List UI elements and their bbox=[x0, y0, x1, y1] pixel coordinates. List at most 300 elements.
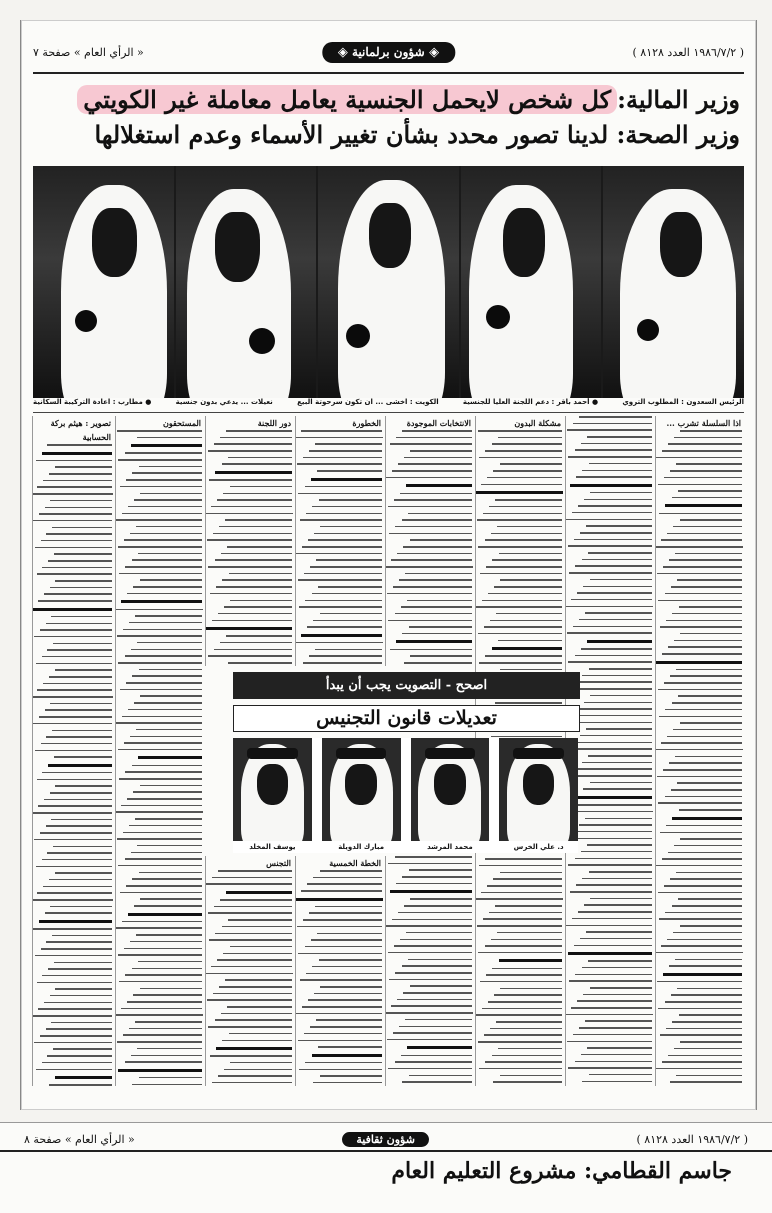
text-line bbox=[488, 1001, 562, 1003]
text-line bbox=[315, 443, 382, 445]
text-line bbox=[500, 872, 562, 874]
text-line bbox=[300, 979, 382, 981]
banner-voting: اصحح - التصويت يجب أن يبدأ bbox=[233, 672, 580, 699]
text-line bbox=[579, 619, 652, 621]
text-line bbox=[125, 771, 202, 773]
text-line bbox=[589, 668, 652, 670]
text-line bbox=[405, 1019, 472, 1021]
text-line bbox=[585, 818, 652, 820]
text-line bbox=[125, 452, 202, 454]
text-line bbox=[568, 748, 652, 750]
text-line bbox=[50, 500, 112, 502]
text-line bbox=[317, 470, 382, 472]
text-line bbox=[479, 457, 562, 459]
text-line bbox=[140, 785, 202, 787]
text-line bbox=[38, 1008, 112, 1010]
text-line bbox=[670, 470, 742, 472]
text-line bbox=[658, 689, 742, 691]
text-line bbox=[220, 642, 292, 644]
text-line bbox=[316, 559, 382, 561]
text-line bbox=[125, 655, 202, 657]
text-line bbox=[121, 1008, 202, 1010]
text-line bbox=[304, 1033, 382, 1035]
text-line bbox=[668, 1055, 742, 1057]
text-line bbox=[210, 593, 292, 595]
text-line bbox=[43, 886, 112, 888]
text-line bbox=[661, 539, 742, 541]
text-line bbox=[39, 920, 112, 923]
text-line bbox=[402, 430, 472, 432]
text-line bbox=[659, 716, 742, 718]
text-line bbox=[304, 573, 382, 575]
text-line bbox=[215, 1019, 292, 1021]
text-line bbox=[123, 1034, 202, 1036]
text-line bbox=[121, 805, 202, 807]
text-line bbox=[657, 573, 742, 575]
text-line bbox=[675, 553, 742, 555]
text-line bbox=[583, 994, 652, 996]
text-line bbox=[36, 460, 112, 462]
text-line bbox=[566, 925, 652, 927]
text-line bbox=[54, 962, 112, 964]
text-line bbox=[137, 845, 202, 847]
text-line bbox=[500, 1075, 562, 1077]
text-line bbox=[303, 919, 382, 921]
text-line bbox=[229, 1033, 292, 1035]
text-line bbox=[298, 953, 382, 955]
text-line bbox=[42, 772, 112, 774]
text-line bbox=[220, 437, 292, 439]
text-line bbox=[499, 959, 562, 962]
text-line bbox=[36, 866, 112, 868]
text-line bbox=[138, 961, 202, 963]
text-line bbox=[476, 1014, 562, 1016]
text-line bbox=[391, 1005, 472, 1007]
text-line bbox=[226, 635, 292, 637]
column-3: مشكلة البدون bbox=[475, 416, 564, 1086]
text-line bbox=[123, 832, 202, 834]
text-line bbox=[319, 499, 382, 501]
text-line bbox=[671, 994, 742, 996]
text-line bbox=[581, 648, 652, 650]
text-line bbox=[54, 553, 112, 555]
text-line bbox=[132, 765, 202, 767]
text-line bbox=[403, 546, 472, 548]
text-line bbox=[118, 459, 202, 461]
text-line bbox=[481, 892, 562, 894]
text-line bbox=[132, 675, 202, 677]
text-line bbox=[578, 911, 652, 913]
text-line bbox=[589, 871, 652, 873]
text-line bbox=[498, 1048, 562, 1050]
text-line bbox=[215, 471, 292, 474]
text-line bbox=[576, 476, 652, 478]
text-line bbox=[128, 506, 202, 508]
text-line bbox=[498, 437, 562, 439]
text-line bbox=[675, 756, 742, 758]
section-badge: شؤون ثقافية bbox=[342, 1132, 429, 1147]
text-line bbox=[39, 513, 112, 515]
text-line bbox=[33, 723, 112, 725]
text-line bbox=[50, 703, 112, 705]
text-line bbox=[395, 526, 472, 528]
text-line bbox=[410, 450, 472, 452]
photo-captions bbox=[33, 398, 744, 413]
photo-caption: الكويت : اخشى ... ان تكون سرحوتة البيع bbox=[297, 398, 439, 406]
text-line bbox=[126, 682, 202, 684]
text-line bbox=[313, 1082, 382, 1084]
text-line bbox=[312, 966, 382, 968]
text-line bbox=[301, 634, 382, 637]
text-line bbox=[50, 792, 112, 794]
text-line bbox=[673, 729, 742, 731]
text-line bbox=[37, 892, 112, 894]
text-line bbox=[208, 450, 292, 452]
text-line bbox=[41, 743, 112, 745]
paper-page: « الرأي العام » صفحة ٧ bbox=[33, 45, 144, 59]
text-line bbox=[306, 513, 382, 515]
text-line bbox=[570, 688, 652, 690]
text-line bbox=[132, 472, 202, 474]
text-line bbox=[656, 457, 742, 459]
text-line bbox=[133, 586, 202, 588]
text-line bbox=[122, 716, 202, 718]
text-line bbox=[669, 965, 742, 967]
text-line bbox=[491, 736, 562, 738]
text-line bbox=[478, 1041, 562, 1043]
text-line bbox=[658, 1008, 742, 1010]
portrait-photo bbox=[322, 738, 401, 841]
text-line bbox=[579, 824, 652, 826]
text-line bbox=[567, 838, 652, 840]
text-line bbox=[495, 702, 562, 704]
text-line bbox=[311, 939, 382, 941]
text-line bbox=[131, 852, 202, 854]
portrait-photo bbox=[233, 738, 312, 841]
text-line bbox=[42, 859, 112, 861]
text-line bbox=[568, 545, 652, 547]
text-line bbox=[587, 436, 652, 438]
text-line bbox=[584, 904, 652, 906]
text-line bbox=[311, 478, 382, 481]
text-line bbox=[680, 925, 742, 927]
photo bbox=[461, 166, 602, 398]
text-line bbox=[496, 1021, 562, 1023]
text-line bbox=[309, 450, 382, 452]
text-line bbox=[579, 1027, 652, 1029]
text-line bbox=[571, 804, 652, 806]
text-line bbox=[674, 640, 742, 642]
text-line bbox=[492, 443, 562, 445]
text-line bbox=[119, 573, 202, 575]
portrait: مبارك الدويلة bbox=[322, 738, 401, 853]
text-line bbox=[495, 499, 562, 501]
text-line bbox=[662, 1061, 742, 1063]
text-line bbox=[315, 649, 382, 651]
text-line bbox=[665, 504, 742, 507]
text-line bbox=[667, 939, 742, 941]
text-line bbox=[300, 519, 382, 521]
text-line bbox=[215, 933, 292, 935]
text-line bbox=[47, 444, 112, 446]
text-line bbox=[577, 1000, 652, 1002]
text-line bbox=[590, 898, 652, 900]
text-line bbox=[566, 519, 652, 521]
text-line bbox=[486, 566, 562, 568]
text-line bbox=[677, 782, 742, 784]
text-line bbox=[656, 952, 743, 954]
text-line bbox=[477, 519, 562, 521]
text-line bbox=[49, 879, 112, 881]
text-line bbox=[489, 506, 562, 508]
text-line bbox=[590, 695, 652, 697]
text-line bbox=[394, 945, 472, 947]
text-line bbox=[575, 565, 652, 567]
text-line bbox=[590, 492, 652, 494]
text-line bbox=[55, 580, 112, 582]
text-line bbox=[117, 635, 202, 637]
text-line bbox=[123, 629, 202, 631]
text-line bbox=[214, 906, 292, 908]
text-line bbox=[397, 553, 472, 555]
text-line bbox=[497, 526, 562, 528]
text-line bbox=[116, 811, 203, 813]
photo bbox=[33, 166, 174, 398]
text-line bbox=[569, 980, 652, 982]
text-line bbox=[675, 959, 742, 961]
text-line bbox=[305, 600, 382, 602]
text-line bbox=[573, 423, 652, 425]
text-line bbox=[46, 941, 112, 943]
text-line bbox=[310, 566, 382, 568]
text-line bbox=[577, 796, 652, 799]
text-line bbox=[485, 539, 562, 541]
text-line bbox=[590, 579, 652, 581]
text-line bbox=[404, 457, 472, 459]
text-line bbox=[212, 620, 292, 622]
text-line bbox=[392, 470, 472, 472]
text-line bbox=[120, 892, 202, 894]
text-line bbox=[390, 890, 472, 893]
text-line bbox=[576, 681, 652, 683]
text-line bbox=[588, 960, 652, 962]
text-line bbox=[138, 756, 202, 759]
text-line bbox=[492, 647, 562, 650]
text-line bbox=[308, 539, 382, 541]
text-line bbox=[676, 872, 742, 874]
text-line bbox=[52, 527, 112, 529]
text-line bbox=[678, 695, 742, 697]
text-line bbox=[479, 662, 562, 664]
text-line bbox=[116, 722, 202, 724]
highlighted-headline: كل شخص لايحمل الجنسية يعامل معاملة غير الكويتي bbox=[77, 85, 617, 114]
text-line bbox=[313, 620, 382, 622]
text-line bbox=[37, 573, 112, 575]
text-line bbox=[230, 600, 292, 602]
text-line bbox=[116, 519, 202, 521]
text-line bbox=[222, 926, 292, 928]
text-line bbox=[42, 975, 112, 977]
text-line bbox=[658, 484, 742, 486]
text-line bbox=[578, 708, 652, 710]
text-line bbox=[50, 995, 112, 997]
text-line bbox=[36, 663, 112, 665]
text-line bbox=[317, 933, 382, 935]
text-line bbox=[41, 540, 112, 542]
text-line bbox=[407, 600, 472, 602]
text-line bbox=[485, 1061, 562, 1063]
text-line bbox=[663, 566, 742, 568]
text-line bbox=[483, 513, 562, 515]
text-line bbox=[575, 1061, 652, 1063]
text-line bbox=[678, 898, 742, 900]
text-line bbox=[136, 526, 202, 528]
next-page-header bbox=[0, 1128, 772, 1152]
text-line bbox=[39, 716, 112, 718]
text-line bbox=[487, 477, 562, 479]
text-line bbox=[674, 437, 742, 439]
text-line bbox=[668, 646, 742, 648]
text-line bbox=[139, 669, 202, 671]
text-line bbox=[42, 567, 112, 569]
text-line bbox=[588, 552, 652, 554]
text-line bbox=[575, 449, 652, 451]
text-line bbox=[489, 912, 562, 914]
text-line bbox=[389, 533, 472, 535]
text-line bbox=[222, 1040, 292, 1042]
text-line bbox=[485, 450, 562, 452]
text-line bbox=[138, 553, 202, 555]
text-line bbox=[672, 1021, 742, 1023]
text-line bbox=[408, 513, 472, 515]
text-line bbox=[387, 593, 472, 595]
text-line bbox=[567, 1041, 652, 1043]
text-line bbox=[209, 939, 292, 941]
text-line bbox=[584, 702, 652, 704]
text-line bbox=[217, 499, 292, 501]
text-line bbox=[216, 1047, 292, 1050]
text-line bbox=[55, 466, 113, 468]
text-line bbox=[393, 586, 472, 588]
portrait: محمد المرشد bbox=[411, 738, 490, 853]
text-line bbox=[656, 865, 742, 867]
text-line bbox=[35, 955, 112, 957]
text-line bbox=[500, 988, 562, 990]
text-line bbox=[216, 586, 292, 588]
text-line bbox=[500, 463, 562, 465]
text-line bbox=[567, 632, 652, 634]
text-line bbox=[228, 662, 292, 664]
text-line bbox=[570, 484, 652, 487]
text-line bbox=[221, 553, 292, 555]
text-line bbox=[582, 762, 652, 764]
text-line bbox=[406, 484, 472, 487]
text-line bbox=[476, 491, 563, 494]
text-line bbox=[583, 788, 652, 790]
text-line bbox=[671, 586, 742, 588]
text-line bbox=[494, 994, 562, 996]
column-8: تصوير : هيثم بركة الحسابية bbox=[32, 416, 114, 1086]
text-line bbox=[577, 592, 652, 594]
text-line bbox=[314, 533, 382, 535]
emblem-icon: ◈ bbox=[424, 44, 440, 60]
text-line bbox=[388, 506, 472, 508]
text-line bbox=[676, 669, 742, 671]
text-line bbox=[125, 974, 202, 976]
text-line bbox=[410, 985, 472, 987]
text-line bbox=[44, 593, 112, 595]
photo-caption: الرئيس السعدون : المطلوب التروي bbox=[622, 398, 744, 406]
text-line bbox=[40, 629, 112, 631]
text-line bbox=[676, 463, 742, 465]
text-line bbox=[229, 573, 292, 575]
text-line bbox=[664, 477, 742, 479]
text-line bbox=[585, 612, 652, 614]
text-line bbox=[571, 599, 652, 601]
text-line bbox=[124, 948, 202, 950]
text-line bbox=[574, 539, 652, 541]
text-line bbox=[587, 844, 652, 846]
text-line bbox=[680, 633, 742, 635]
text-line bbox=[404, 662, 472, 664]
text-line bbox=[478, 633, 562, 635]
text-line bbox=[137, 437, 202, 439]
text-line bbox=[673, 932, 742, 934]
text-line bbox=[493, 1081, 562, 1083]
text-line bbox=[52, 935, 112, 937]
text-line bbox=[656, 546, 743, 548]
text-line bbox=[35, 547, 112, 549]
text-line bbox=[206, 883, 292, 885]
text-line bbox=[492, 1055, 562, 1057]
text-line bbox=[575, 858, 652, 860]
text-line bbox=[480, 981, 562, 983]
text-line bbox=[670, 1081, 742, 1083]
text-line bbox=[46, 736, 112, 738]
text-line bbox=[133, 791, 202, 793]
text-line bbox=[320, 870, 382, 872]
text-line bbox=[38, 805, 112, 807]
text-line bbox=[225, 979, 292, 981]
text-line bbox=[666, 1028, 742, 1030]
text-line bbox=[393, 1032, 472, 1034]
text-line bbox=[389, 979, 472, 981]
text-line bbox=[680, 722, 742, 724]
text-line bbox=[396, 640, 472, 643]
text-line bbox=[219, 526, 292, 528]
text-line bbox=[566, 1014, 653, 1016]
text-line bbox=[661, 742, 742, 744]
text-line bbox=[320, 613, 382, 615]
text-line bbox=[33, 812, 112, 814]
text-line bbox=[665, 912, 742, 914]
text-line bbox=[222, 463, 292, 465]
text-line bbox=[34, 839, 112, 841]
text-line bbox=[301, 430, 382, 432]
text-line bbox=[214, 649, 292, 651]
text-line bbox=[395, 856, 472, 858]
text-line bbox=[222, 579, 292, 581]
photo bbox=[603, 166, 744, 398]
text-line bbox=[476, 898, 563, 900]
text-line bbox=[392, 919, 472, 921]
text-line bbox=[213, 533, 292, 535]
text-line bbox=[409, 869, 472, 871]
text-line bbox=[568, 864, 652, 866]
text-line bbox=[387, 1039, 472, 1041]
text-line bbox=[38, 600, 112, 602]
text-line bbox=[588, 755, 652, 757]
